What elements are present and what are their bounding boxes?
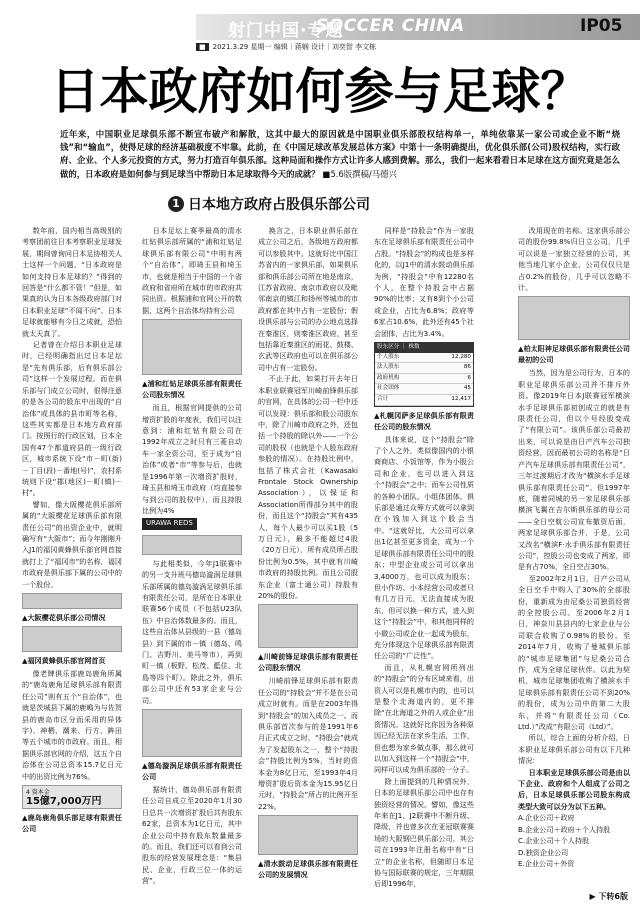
issue-info (196, 42, 376, 52)
doc-value: 15億7,000万円 (26, 796, 102, 808)
section-title: 日本地方政府占股俱乐部公司 (188, 197, 370, 213)
caption: ▲德岛漩涡足球俱乐部有限责任公司 (142, 761, 242, 781)
table-row (375, 374, 473, 385)
paragraph: 与此相类似，今年J1联赛中的另一支升班马德岛漩涡足球俱乐部所属的德岛漩涡足球俱乐部有限责任公司，是所在日本职业联赛56个成员（不包括U23队伍）中自治体数最多的。而且，这些自治体从县级的一县（德岛县）到下属的市－镇（德岛、鸣门、吉野川、美马等市），再到町－镇（板野、松茂、藍住、北島等四个町）。除此之外，俱乐部公司中还有53家企业与公司。 (142, 558, 242, 705)
urawa-reds-logo: URAWA REDS (142, 518, 197, 529)
list-item: C.企业公司＋个人持股 (518, 836, 590, 846)
photo-urawa-history (142, 535, 242, 555)
issue-info-text: 2021.3.29 星期一 编辑｜蒋娴 设计｜刘奕智 李文栋 (212, 43, 377, 51)
table-cell: 政府机构 (377, 374, 400, 381)
masthead-title: 射门中国·专题 (228, 21, 344, 41)
edition-tag: ■ (196, 43, 209, 51)
paragraph: 所以，综合上面的分析介绍，日本职业足球俱乐部公司有以下几种情况： (518, 733, 630, 766)
paragraph: 像老牌俱乐部鹿岛鹿角所属的“鹿岛鹿角足球俱乐部有限责任公司”则有五个“自治体”，也就是茨城县下属的鹿嶋为与佐贺县的鹿岛市区分而采用的异体字)、神栖、潮来、行方、鉾田等五个城市的市政府。而且，相据俱乐部官网的介绍，这五个自治体在公司总资本15.7亿日元中的出资比例为76%。 (22, 669, 122, 781)
lead-text: 近年来，中国职业足球俱乐部不断宣布破产和解散，这其中最大的原因就是中国职业俱乐部股权结构单一，单纯依靠某一家公司或企业不断“烧钱”和“输血”，使得足球的经济基础极度不牢靠。此前，在《中国足球改革发展总体方案》中第十一条明确提出，优化俱乐部(公司)股权结构，实行政府、企业、个人多元投资的方式，努力打造百年俱乐部。这种局面和操作方式让许多人感到费解。那么，我们一起来看看日本足球在这方面究竟是怎么做的，日本政府是如何参与到足球当中帮助日本足球取得今天的成就？ (60, 129, 620, 179)
paragraph: 不止于此，如果打开去年日本职业联赛冠军川崎前锋俱乐部的官网，在具体的公司一栏中还可以发现：俱乐部和股公司股东中，除了川崎市政府之外，还包括一个持股的除以外——一个公司的股权（也就是个人股东政府参股的情况）。在持股比例中，包括了株式会社（Kawasaki Frontale Stock Ownership Association），以保证和Association所得部分其中的股份，而且这个“持股会”其有435人，每个人最少可以买1股（5万日元），最多不能超过4股（20万日元），所有成员所占股份比例为0.5%，其中就有川崎市政府的持股比例。而且公司股东企业（富士通公司）持股有20%的股份。 (258, 374, 358, 600)
list-item: E.企业公司＋外资 (518, 858, 575, 868)
photo-shimizu (258, 815, 358, 855)
photo-fukuoka (22, 626, 122, 652)
table-cell: 12,417 (451, 396, 471, 403)
paragraph: 至2002年2月1日，日产公司从全日空手中购入了30%的全部股份，重新成为由尼桑公司独资经营的全控股公司。至2006年2月1日，神奈川县县内的七家企业与公司联合收购了0.98%的股份。至2014年7月，收购了曼城俱乐部的“城市足球集团”与尼桑公司合作，成为全球足球伙伴。以此为契机，城市足球集团收购了横滨水手足球俱乐部有限责任公司不到20%的股份，成为公司中的第二大股东，并将“有限责任公司（Co. Ltd.）”改成“有限公司（Ltd）”。 (518, 573, 630, 732)
caption: ▲福冈黄蜂俱乐部官网首页 (22, 656, 106, 665)
photo-urawa-shareholders (142, 319, 242, 375)
table-row (375, 384, 473, 395)
paragraph: 川崎前锋足球俱乐部有限责任公司的“持股会”并不是在公司成立时就有。而是在2003年得到“持股会”的加入成员之一。而俱乐部首次参与的是1991年6月正式成立之时，“持股会”就成为了发起股东之一，整个“持股会”持股比例为5%，当时的资本金为8亿日元，至1993年4月增资扩股后资本金为15.95亿日元时，“持股会”所占的比例开至22%。 (258, 676, 358, 811)
article-column-1 (22, 225, 122, 889)
caption: ▲鹿岛鹿角俱乐部足球有限责任公司 (22, 813, 122, 834)
lead-paragraph (60, 128, 620, 181)
caption: ▲大阪樱花俱乐部公司情况 (22, 613, 106, 622)
caption: ▲柏太阳神足球俱乐部有限责任公司最初的公司 (518, 344, 630, 365)
article-column-4 (374, 225, 474, 889)
article-column-5 (518, 225, 630, 889)
caption: ▲浦和红钻足球俱乐部有限责任公司股东情况 (142, 379, 242, 400)
table-cell: 合计 (377, 396, 389, 403)
paragraph: 譬如，像大阪樱花俱乐部所属的“大阪樱花足球俱乐部有限责任公司”的出资企业中，就明确写有“大阪市”；而今年刚刚升入J1的福冈黄蜂俱乐部官网首接就打上了“福冈市”的名称，福冈市政府是俱乐部下属的公司中的一个股份。 (22, 499, 122, 589)
paragraph: 数年前，国内相当高级别的考察团前往日本考察职业足球发展，期间曾询问日本足协相关人士这样一个问题，“日本政府是如何支持日本足球的？”得到的回答是“什么都不管！”但是，如果真的认为日本各级政府部门对日本职业足球“不闻不问”、日本足球就能够有今日之成就，恐怕就太天真了。 (22, 226, 122, 338)
photo-kawasaki (258, 604, 358, 648)
photo-tokushima (142, 709, 242, 757)
photo-osaka (22, 593, 122, 609)
table-header: 股东区分 ｜ 株数 (375, 343, 473, 353)
table-cell: 45 (463, 385, 471, 392)
table-cell: 12,280 (451, 353, 471, 360)
paragraph: 而且，根据官网提供的公司增资扩股的年度表，我们可以注意到：浦和红钻有限公司在1992年成立之时只有三菱自动车一家全资公司，至于成为“自治体”或者“市”等参与后，也就是1996年第一次增资扩股时，琦玉县和埼玉市政府（均直接参与到公司的股权中），而且持股比例为4% (142, 403, 242, 515)
headline: 日本政府如何参与足球？ (50, 63, 590, 120)
paragraph: 日本足坛上赛季最高的清水红钻俱乐部所属的“浦和红钻足球俱乐部有限公司”中明有两个“自治体”，即琦玉县和埼玉市，也就是相当于中国的一个省政府和省府所在城市的市政府共同出资。根据浦和官网公开的数据，这两个自治体均持有公司 (142, 226, 242, 315)
list-item: A.企业公司＋政府 (518, 813, 575, 823)
shareholder-table (374, 342, 474, 407)
table-row (375, 363, 473, 374)
table-cell: 个人股东 (377, 353, 400, 360)
paragraph: 改用现在的名称。这家俱乐部公司的股份99.8%归日立公司，几乎可以说是一家独立经营的公司，其他当地几家小企业、公司仅仅只是占0.2%的股份，几乎可以忽略不计。 (518, 226, 630, 293)
table-cell: 86 (463, 364, 471, 371)
caption: ▲札幌冈萨多足球俱乐部有限责任公司的股东情况 (374, 410, 474, 431)
continued-link[interactable]: ▶ 下转6版 (589, 892, 628, 901)
paragraph: 除上面提到的几种情况外，日本的足球俱乐部公司中也存有独资经营的情况。譬如，像这些年来在J1、J2联赛中不断升级、降级，并也曾多次在亚冠联赛赛场的大阪钢巴俱乐部公司，其公司在1993年注册名称中有“日立”的企业名称，但随即日本足协与国际联赛的规定，三年期限后即1996年， (374, 776, 474, 889)
caption: ▲川崎前锋足球俱乐部有限责任公司股东情况 (258, 652, 358, 673)
article-column-2 (142, 225, 242, 889)
table-row (375, 395, 473, 406)
table-row (375, 353, 473, 364)
paragraph: 换言之，日本职业俱乐部在成立公司之后，各级地方政府都可以参股其中。这就好比中国江苏省内的一家俱乐部，如果俱乐部和俱乐部公司所在地是南京，江苏省政府、南京市政府以及毗邻南京的镇江和扬州等城市的市政府都在其中占有一定股份；假设俱乐部与公司的办公地点选择在秦淮区，则秦淮区政府，甚至包括靠近秦淮区的雨花、鼓楼、玄武等区政府也可以在俱乐部公司中占有一定股份。 (258, 226, 358, 372)
doc-label: 4 資本金 (26, 789, 50, 797)
section-heading (168, 193, 370, 215)
masthead-subtitle: SOCCER CHINA (316, 16, 465, 36)
section-number: 1 (168, 196, 184, 212)
photo-kashiwa (518, 296, 630, 340)
paragraph: 具体来说，这个“持股会”除了个人之外，类似像国内的小银商商店、小饭馆等，作为小股公司和企业，也可以进入到这个“持股会”之中；而车公司性质的各种小团队、小组体团体。俱乐部是通过众筹方式就可以拿到在小钱加入到这个股会当中。“这就好比，大公司可以拿出1亿甚至更多资金，成为一个足球俱乐部有限责任公司中的股东；中型企业或公司可以拿出3,4000万，也可以成为股东；但小作坊、小本经营公司或者只有几万日元，无法直接成为股东，但可以换一种方式，进入到这个“持股会”中，和其他同样的小微公司或企业一起成为股东，充分体现这个足球俱乐部有限责任公司的“广泛性”。 (374, 434, 474, 661)
caption: ▲清水鼓动足球俱乐部有限责任公司的发展情况 (258, 859, 358, 880)
masthead (0, 0, 640, 58)
page-number: IP05 (580, 16, 623, 36)
paragraph: 同样是“持股会”作为一家股东在足球俱乐部有限责任公司中占股。“持股会”的构成也是多样化的，以J1中的清水鼓动俱乐部为例，“持股会”中有12280名个人，在整个持股会中占据90%的比率；又有8到个小公司或企业，占比为6.8%；政府等6家占10.6%，此外还有45个社会团体，占比为3.4%。 (374, 226, 474, 338)
list-item: B.企业公司＋政府＋个人持股 (518, 824, 611, 834)
paragraph: 据统计，德岛俱乐部有限责任公司自成立至2020年1月30日总共一次增资扩股后共有股东62家，总资本为1亿日元，其中企业公司中持有股东数量最多的。而且，我们还可以看到公司股东的经营发展理念是：“集县民、企业，行政三位一体的运营”。 (142, 785, 242, 886)
lead-author: ■5.6版撰稿/马德兴 (322, 168, 397, 179)
table-cell: 法人股东 (377, 364, 400, 371)
list-item: D.独资企业公司 (518, 847, 569, 857)
table-cell: 社会团体 (377, 385, 400, 392)
paragraph: 记者曾在介绍日本职业足球时，已经明确指出过日本足坛是“先有俱乐部，后有俱乐部公司”这样一个发展过程。而在俱乐部与门成立公司时，很得注意的是各公司的股东中出现的“自治体”或具体的县市町等名称，这些其实都是日本地方政府部门。按照行的行政区划，日本全国有47个都道府县的一级行政区，城市系统下设“市－町(街)－丁目(段)－番地(号)”，农村系统则下设“郡(地区)－町(镇)－村”。 (22, 340, 122, 498)
summary-bold: 日本职业足球俱乐部公司是由以下企业、政府和个人组成了公司之后，日本足球俱乐部公司股东构成类型大致可以分为以下五种。 (518, 767, 630, 811)
paragraph: 而且，从札幌官网所列出的“持股会”的分布区域来看，出资人可以是札幌市内的，也可以是整个北海道内的，更不排除“在北海道之外的人或企业”出资情况。这就好比你因为各种原因已经无法在家乡生活，工作，但也想为家乡做点事，那么就可以加入到这样一个“持股会”中，同样可以成为俱乐部的一分子。 (374, 662, 474, 775)
article-column-3 (258, 225, 358, 889)
capital-document (22, 785, 122, 809)
table-cell: 6 (467, 374, 471, 381)
paragraph: 当然，因为是公司行为，日本的职业足球俱乐部公司并不排斥外资。像2019年日本J联赛冠军横滨水手足球俱乐部初创成立的就是有限责任公司，但以个号经股变成了“有限公司”。该俱乐部公司最初出来，可以说是由日产汽车公司独资经营，因而最初公司的名称是“日产汽车足球俱乐部有限责任公司”，三年过渡期后才改为“横滨水手足球俱乐部有限责任公司”。但1997年底，随着同城的另一家足球俱乐部横滨飞翼在吉尔斯俱乐部的母公司——全日空航公司宣布撤资后面，两家足球俱乐部合并，于是，公司又改名“横滨F·水手俱乐部有限责任公司”，控股公司也变成了两家，即是有占70%，全日空占30%。 (518, 368, 630, 572)
